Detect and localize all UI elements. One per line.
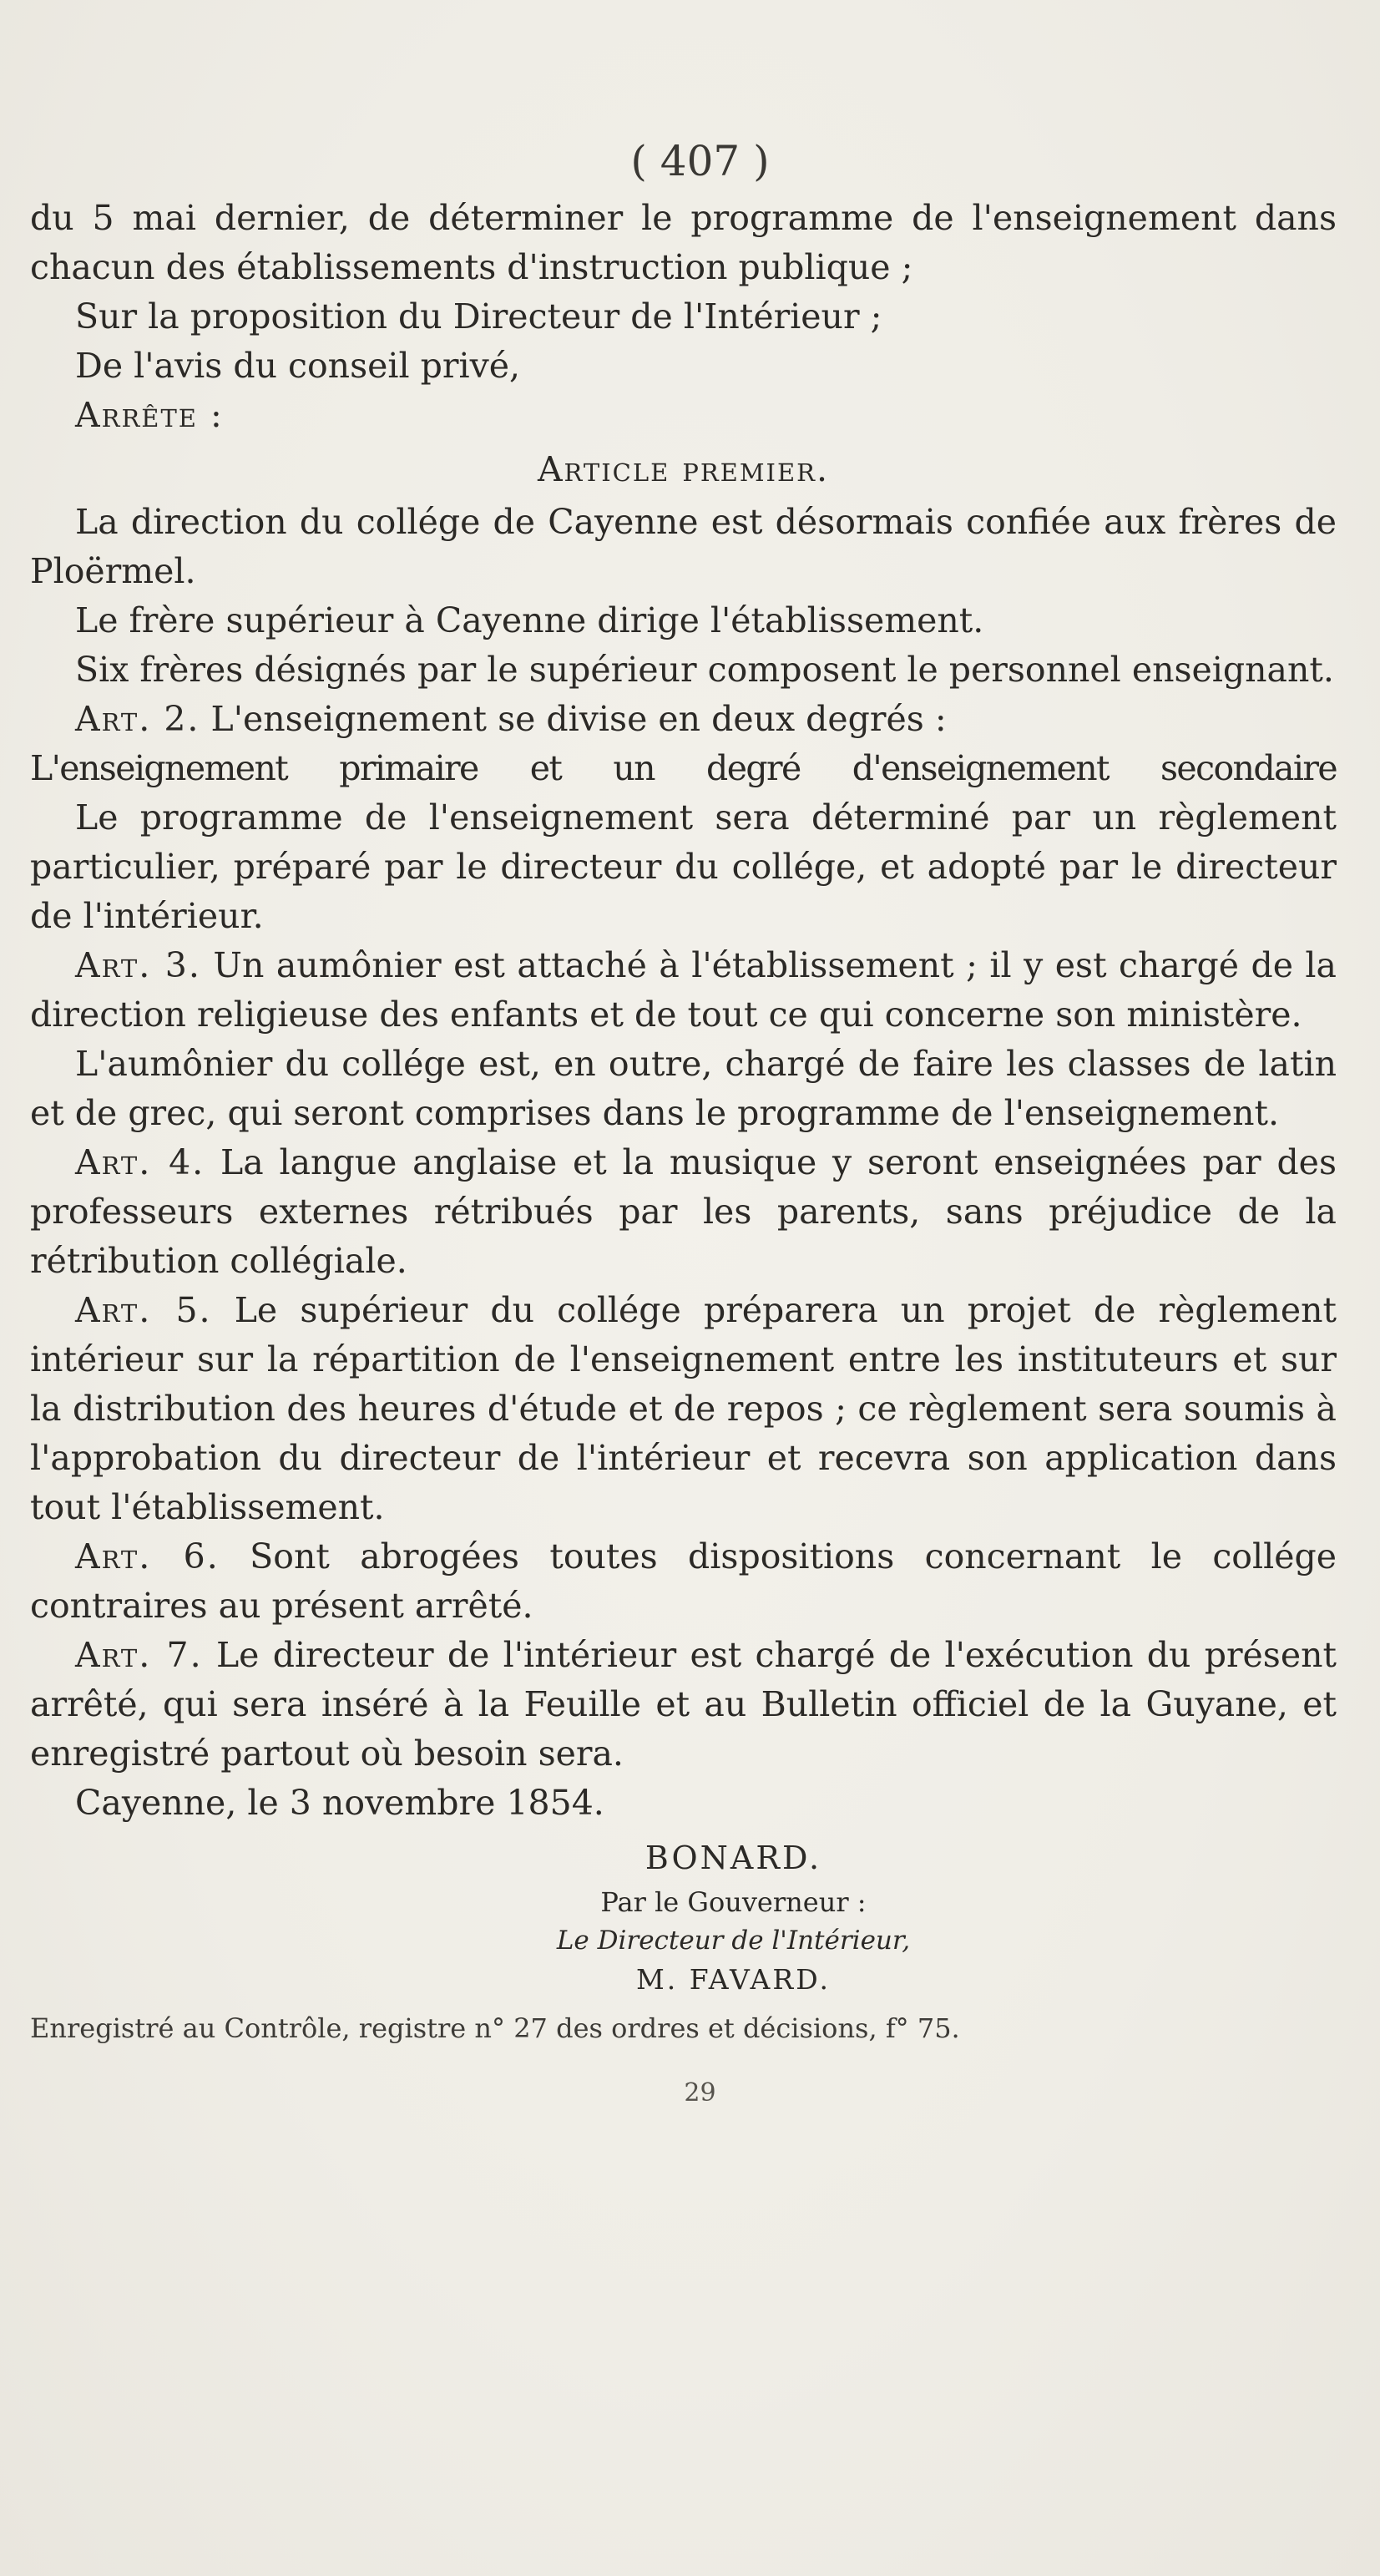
director-title: Le Directeur de l'Intérieur, [556, 1926, 911, 1956]
signature-block [130, 1833, 1337, 2000]
page-number-header: ( 407 ) [630, 137, 770, 185]
article-2 [30, 695, 1337, 744]
article-5-text: Le supérieur du collége préparera un projet de règlement intérieur sur la répartition de l'enseignement entre les instituteurs et sur la distribution des heures d'étude et de repos ; ce règlement sera soumis à l'approbation du directeur de l'intérieur et recevra son application dans tout l'établissement. [30, 1290, 1337, 1527]
article-7-label: Art. 7. [75, 1635, 203, 1675]
article-3 [30, 941, 1337, 1040]
article-4-label: Art. 4. [75, 1142, 205, 1182]
paragraph-frere-superieur: Le frère supérieur à Cayenne dirige l'établissement. [75, 600, 984, 640]
article-5 [30, 1286, 1337, 1532]
paragraph-degres: L'enseignement primaire et un degré d'enseignement secondaire [30, 748, 1337, 788]
article-2-text: L'enseignement se divise en deux degrés : [210, 699, 947, 739]
article-7 [30, 1631, 1337, 1779]
article-4-text: La langue anglaise et la musique y seront enseignées par des professeurs externes rétribués par les parents, sans préjudice de la rétribution collégiale. [30, 1142, 1337, 1281]
paragraph-avis: De l'avis du conseil privé, [75, 346, 521, 386]
paragraph-proposition: Sur la proposition du Directeur de l'Intérieur ; [75, 296, 882, 337]
registration-note: Enregistré au Contrôle, registre n° 27 des ordres et décisions, f° 75. [30, 2012, 960, 2044]
paragraph-programme: Le programme de l'enseignement sera déterminé par un règlement particulier, préparé par le directeur du collége, et adopté par le directeur de l'intérieur. [30, 797, 1337, 936]
article-7-text: Le directeur de l'intérieur est chargé de l'exécution du présent arrêté, qui sera inséré à la Feuille et au Bulletin officiel de la Guyane, et enregistré partout où besoin sera. [30, 1635, 1337, 1774]
by-governor-line: Par le Gouverneur : [600, 1886, 867, 1918]
paragraph-six-freres: Six frères désignés par le supérieur composent le personnel enseignant. [75, 650, 1334, 690]
arrete-heading: Arrête : [75, 395, 224, 435]
article-6-text: Sont abrogées toutes dispositions concernant le collége contraires au présent arrêté. [30, 1536, 1337, 1626]
paragraph-direction: La direction du collége de Cayenne est désormais confiée aux frères de Ploërmel. [30, 502, 1337, 591]
article-6 [30, 1532, 1337, 1631]
document-body [30, 194, 1337, 1828]
article-4 [30, 1138, 1337, 1286]
paragraph-aumonier: L'aumônier du collége est, en outre, chargé de faire les classes de latin et de grec, qui seront comprises dans le programme de l'enseignement. [30, 1044, 1337, 1133]
article-6-label: Art. 6. [75, 1536, 220, 1576]
article-3-label: Art. 3. [75, 945, 201, 985]
article-5-label: Art. 5. [75, 1290, 212, 1330]
article-premier-heading: Article premier. [537, 449, 830, 489]
director-signature: M. FAVARD. [635, 1963, 832, 1996]
folio-number: 29 [684, 2078, 716, 2108]
place-date-line: Cayenne, le 3 novembre 1854. [75, 1783, 604, 1823]
paragraph-continuation: du 5 mai dernier, de déterminer le programme de l'enseignement dans chacun des établissements d'instruction publique ; [30, 198, 1337, 287]
article-2-label: Art. 2. [75, 699, 200, 739]
governor-signature: BONARD. [645, 1840, 822, 1876]
article-3-text: Un aumônier est attaché à l'établissement ; il y est chargé de la direction religieuse des enfants et de tout ce qui concerne son ministère. [30, 945, 1337, 1035]
